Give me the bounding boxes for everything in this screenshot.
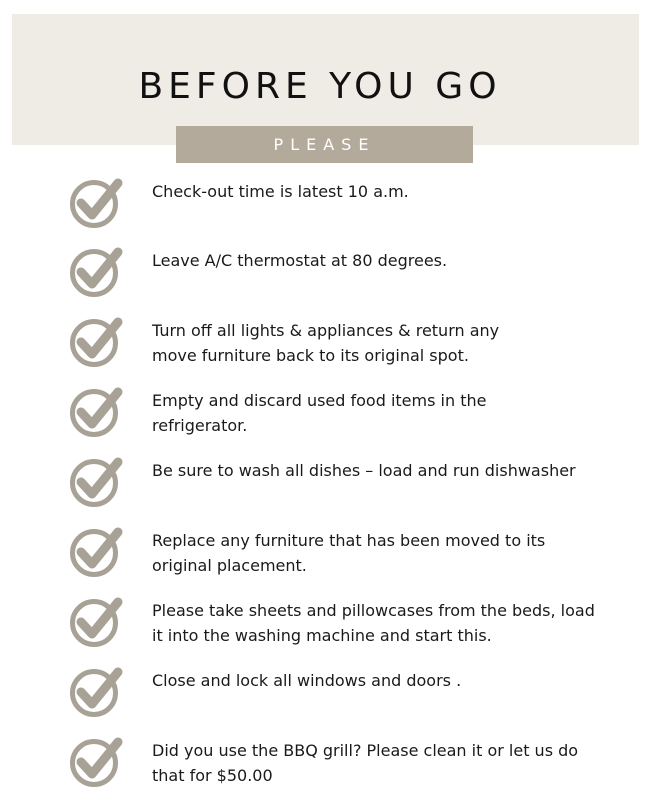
check-circle-icon bbox=[68, 312, 126, 370]
checklist-item-text: Empty and discard used food items in the refrigerator. bbox=[152, 391, 487, 435]
check-circle-icon bbox=[68, 732, 126, 790]
checklist-item bbox=[0, 668, 650, 728]
check-circle-icon bbox=[68, 242, 126, 300]
subtitle-label: PLEASE bbox=[273, 135, 376, 154]
checklist-item bbox=[0, 248, 650, 308]
checklist-item-text: Leave A/C thermostat at 80 degrees. bbox=[152, 251, 448, 270]
checklist-item-text: Did you use the BBQ grill? Please clean it or let us do that for $50.00 bbox=[152, 741, 579, 785]
check-circle-icon bbox=[68, 452, 126, 510]
checklist-item-text: Be sure to wash all dishes – load and run dishwasher bbox=[152, 461, 576, 480]
page-title: BEFORE YOU GO bbox=[138, 66, 502, 107]
checklist-item-text: Close and lock all windows and doors . bbox=[152, 671, 462, 690]
check-circle-icon bbox=[68, 522, 126, 580]
checklist-item-text: Check-out time is latest 10 a.m. bbox=[152, 182, 409, 201]
checklist-item-text: Please take sheets and pillowcases from the beds, load it into the washing machine and start this. bbox=[152, 601, 595, 645]
checklist-item bbox=[0, 738, 650, 798]
checklist-item-text: Replace any furniture that has been moved to its original placement. bbox=[152, 531, 546, 575]
check-circle-icon bbox=[68, 382, 126, 440]
checklist-item bbox=[0, 458, 650, 518]
checklist-item bbox=[0, 179, 650, 239]
checklist-item-text: Turn off all lights & appliances & return any move furniture back to its original spot. bbox=[152, 321, 500, 365]
checklist-item bbox=[0, 388, 650, 448]
check-circle-icon bbox=[68, 173, 126, 231]
check-circle-icon bbox=[68, 662, 126, 720]
checklist-item bbox=[0, 528, 650, 588]
check-circle-icon bbox=[68, 592, 126, 650]
checklist-item bbox=[0, 598, 650, 658]
checklist-item bbox=[0, 318, 650, 378]
